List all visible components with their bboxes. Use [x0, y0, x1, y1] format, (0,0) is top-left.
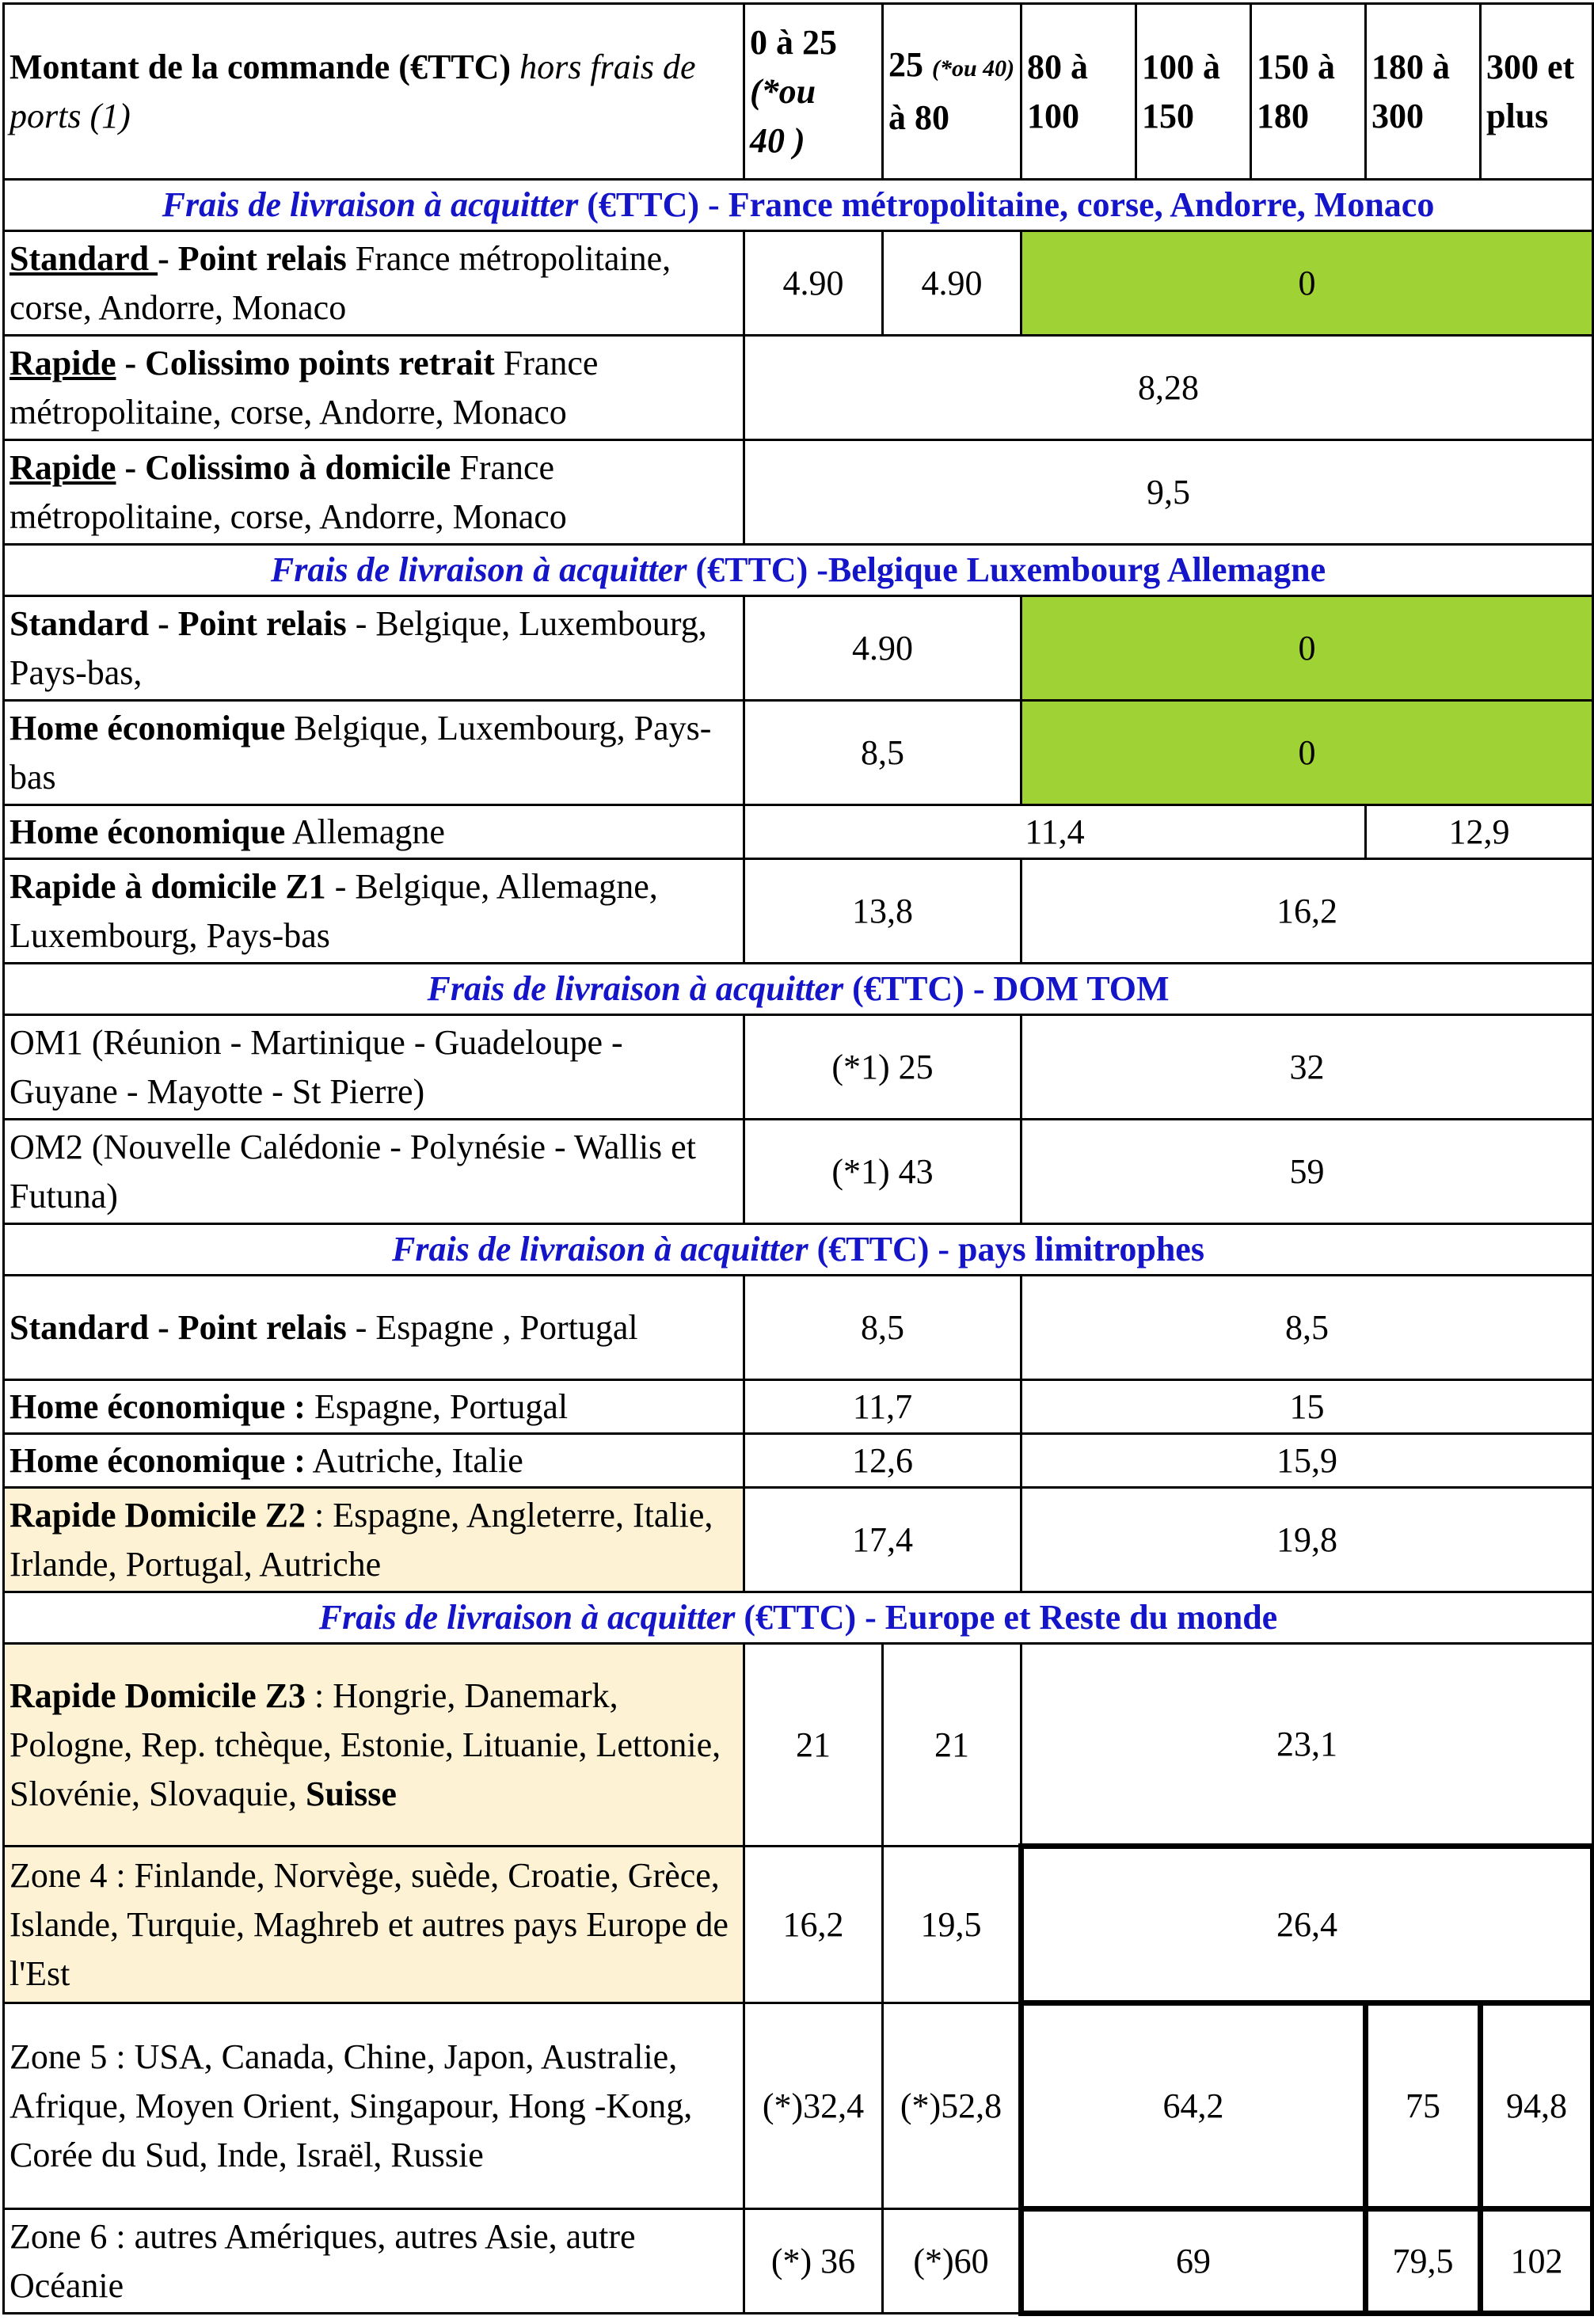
row-label: Home économique : Autriche, Italie [4, 1434, 744, 1488]
section-row [4, 545, 1593, 596]
price-cell: 23,1 [1021, 1644, 1593, 1847]
row-label: Rapide à domicile Z1 - Belgique, Allemagne, Luxembourg, Pays-bas [4, 859, 744, 964]
row-label: Home économique Belgique, Luxembourg, Pays-bas [4, 701, 744, 805]
price-cell: 8,5 [744, 1276, 1021, 1380]
col-header-100-150: 100 à 150 [1136, 4, 1251, 180]
price-cell: 8,5 [744, 701, 1021, 805]
row-label: Standard - Point relais France métropolitaine, corse, Andorre, Monaco [4, 231, 744, 336]
price-cell: 79,5 [1366, 2209, 1481, 2314]
section-header-dom-tom: Frais de livraison à acquitter (€TTC) - DOM TOM [4, 964, 1593, 1015]
free-shipping-cell: 0 [1021, 596, 1593, 701]
price-cell: 17,4 [744, 1488, 1021, 1592]
row-label: Rapide - Colissimo points retrait France métropolitaine, corse, Andorre, Monaco [4, 336, 744, 440]
row-label: Home économique Allemagne [4, 805, 744, 859]
header-row [4, 4, 1593, 180]
row-label: Zone 5 : USA, Canada, Chine, Japon, Australie, Afrique, Moyen Orient, Singapour, Hong -Kong, Corée du Sud, Inde, Israël, Russie [4, 2003, 744, 2209]
free-shipping-cell: 0 [1021, 701, 1593, 805]
row-label: Standard - Point relais - Espagne , Portugal [4, 1276, 744, 1380]
price-cell: 11,7 [744, 1380, 1021, 1434]
table-row [4, 859, 1593, 964]
col-header-80-100: 80 à 100 [1021, 4, 1136, 180]
row-label: Zone 6 : autres Amériques, autres Asie, autre Océanie [4, 2209, 744, 2314]
price-cell: (*)60 [883, 2209, 1021, 2314]
row-label: Zone 4 : Finlande, Norvège, suède, Croatie, Grèce, Islande, Turquie, Maghreb et autres pays Europe de l'Est [4, 1847, 744, 2003]
price-cell: 19,5 [883, 1847, 1021, 2003]
col-header-0-25: 0 à 25 (*ou 40 ) [744, 4, 883, 180]
table-row [4, 701, 1593, 805]
price-cell: 69 [1021, 2209, 1366, 2314]
table-row [4, 231, 1593, 336]
order-amount-header [4, 4, 744, 180]
table-row [4, 1380, 1593, 1434]
price-cell: 21 [883, 1644, 1021, 1847]
price-cell: 16,2 [1021, 859, 1593, 964]
price-cell: 13,8 [744, 859, 1021, 964]
price-cell: 12,9 [1366, 805, 1593, 859]
table-row [4, 1847, 1593, 2003]
col-header-180-300: 180 à 300 [1366, 4, 1481, 180]
table-row [4, 805, 1593, 859]
table-row [4, 1644, 1593, 1847]
section-row [4, 1224, 1593, 1276]
price-cell: (*) 36 [744, 2209, 883, 2314]
price-cell: 64,2 [1021, 2003, 1366, 2209]
price-cell: 59 [1021, 1120, 1593, 1224]
table-row [4, 1015, 1593, 1120]
row-label: Rapide Domicile Z2 : Espagne, Angleterre, Italie, Irlande, Portugal, Autriche [4, 1488, 744, 1592]
price-cell: 15,9 [1021, 1434, 1593, 1488]
row-label: Rapide Domicile Z3 : Hongrie, Danemark, Pologne, Rep. tchèque, Estonie, Lituanie, Lettonie, Slovénie, Slovaquie, Suisse [4, 1644, 744, 1847]
price-cell: 4.90 [744, 231, 883, 336]
price-cell: 19,8 [1021, 1488, 1593, 1592]
section-row [4, 964, 1593, 1015]
section-header-france: Frais de livraison à acquitter (€TTC) - France métropolitaine, corse, Andorre, Monaco [4, 180, 1593, 231]
price-cell: (*)32,4 [744, 2003, 883, 2209]
price-cell: 4.90 [744, 596, 1021, 701]
col-header-300-plus: 300 et plus [1481, 4, 1593, 180]
table-row [4, 440, 1593, 545]
order-amount-title: Montant de la commande (€TTC) [10, 47, 512, 86]
price-cell: 15 [1021, 1380, 1593, 1434]
col-header-25-80: 25 (*ou 40) à 80 [883, 4, 1021, 180]
section-row [4, 180, 1593, 231]
row-label: Rapide - Colissimo à domicile France métropolitaine, corse, Andorre, Monaco [4, 440, 744, 545]
section-header-neighbouring: Frais de livraison à acquitter (€TTC) - pays limitrophes [4, 1224, 1593, 1276]
order-amount-note: hors frais de ports (1) [10, 47, 696, 135]
table-row [4, 1488, 1593, 1592]
row-label: OM2 (Nouvelle Calédonie - Polynésie - Wallis et Futuna) [4, 1120, 744, 1224]
table-row [4, 1120, 1593, 1224]
price-cell: 32 [1021, 1015, 1593, 1120]
price-cell: 9,5 [744, 440, 1593, 545]
price-cell: (*1) 43 [744, 1120, 1021, 1224]
col-header-150-180: 150 à 180 [1251, 4, 1366, 180]
price-cell: 102 [1481, 2209, 1593, 2314]
price-cell: 8,5 [1021, 1276, 1593, 1380]
price-cell: (*1) 25 [744, 1015, 1021, 1120]
price-cell: (*)52,8 [883, 2003, 1021, 2209]
price-cell: 75 [1366, 2003, 1481, 2209]
row-label: OM1 (Réunion - Martinique - Guadeloupe - Guyane - Mayotte - St Pierre) [4, 1015, 744, 1120]
col-header-0-25-alt: (*ou [750, 71, 816, 111]
price-cell: 26,4 [1021, 1847, 1593, 2003]
price-cell: 21 [744, 1644, 883, 1847]
table-row [4, 2209, 1593, 2314]
price-cell: 4.90 [883, 231, 1021, 336]
price-cell: 11,4 [744, 805, 1366, 859]
price-cell: 16,2 [744, 1847, 883, 2003]
section-header-europe-world: Frais de livraison à acquitter (€TTC) - Europe et Reste du monde [4, 1592, 1593, 1644]
price-cell: 94,8 [1481, 2003, 1593, 2209]
row-label: Standard - Point relais - Belgique, Luxembourg, Pays-bas, [4, 596, 744, 701]
shipping-rates-table [2, 2, 1594, 2316]
free-shipping-cell: 0 [1021, 231, 1593, 336]
price-cell: 8,28 [744, 336, 1593, 440]
section-header-benelux: Frais de livraison à acquitter (€TTC) -Belgique Luxembourg Allemagne [4, 545, 1593, 596]
table-row [4, 2003, 1593, 2209]
row-label: Home économique : Espagne, Portugal [4, 1380, 744, 1434]
table-row [4, 596, 1593, 701]
section-row [4, 1592, 1593, 1644]
table-row [4, 1276, 1593, 1380]
price-cell: 12,6 [744, 1434, 1021, 1488]
table-row [4, 1434, 1593, 1488]
table-row [4, 336, 1593, 440]
